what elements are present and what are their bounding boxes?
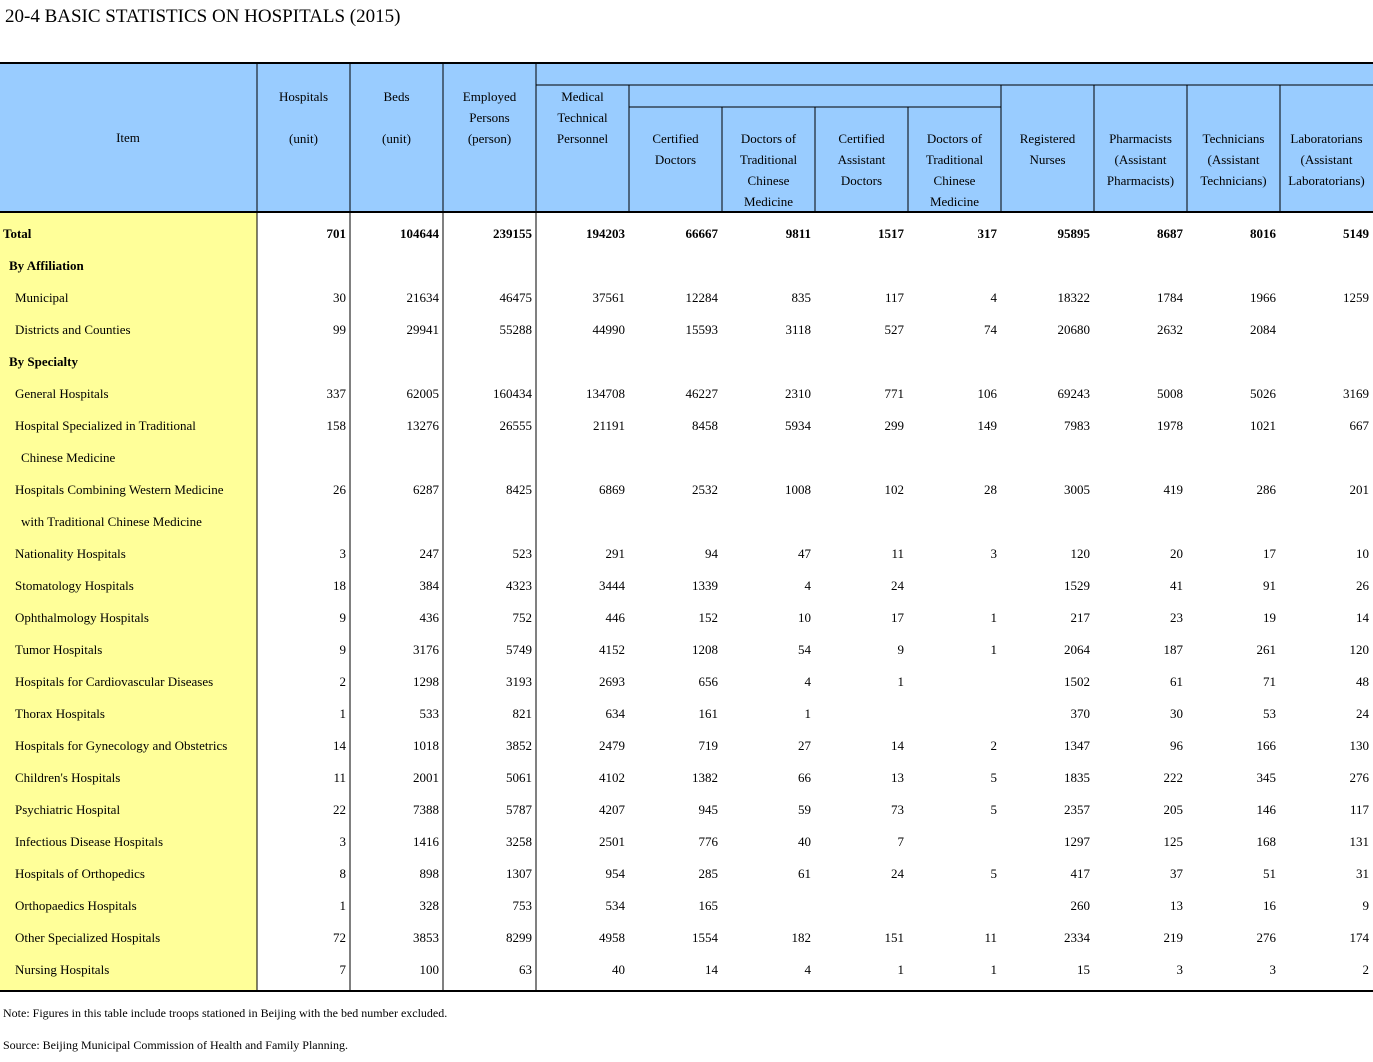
table-cell: 27 bbox=[798, 738, 811, 753]
table-cell: 2064 bbox=[1064, 642, 1090, 657]
column-header: Medical bbox=[561, 89, 604, 104]
table-cell: 1 bbox=[897, 962, 904, 977]
column-header: Doctors of bbox=[740, 131, 797, 146]
table-cell: 527 bbox=[884, 322, 904, 337]
table-cell: 130 bbox=[1349, 738, 1369, 753]
table-cell: 3169 bbox=[1343, 386, 1369, 401]
table-cell: 1966 bbox=[1250, 290, 1276, 305]
table-cell: 14 bbox=[891, 738, 904, 753]
table-cell: 61 bbox=[798, 866, 811, 881]
table-cell: 69243 bbox=[1057, 386, 1090, 401]
row-label: Hospital Specialized in Traditional bbox=[15, 418, 196, 433]
table-cell: 286 bbox=[1256, 482, 1276, 497]
table-cell: 1307 bbox=[506, 866, 532, 881]
row-label: Municipal bbox=[15, 290, 69, 305]
table-cell: 182 bbox=[791, 930, 811, 945]
table-cell: 15593 bbox=[685, 322, 718, 337]
table-cell: 19 bbox=[1263, 610, 1276, 625]
table-cell: 29941 bbox=[406, 322, 439, 337]
table-cell: 2001 bbox=[413, 770, 439, 785]
table-cell: 8458 bbox=[692, 418, 718, 433]
table-cell: 2479 bbox=[599, 738, 625, 753]
table-cell: 3193 bbox=[506, 674, 532, 689]
table-cell: 46475 bbox=[499, 290, 532, 305]
row-label: Thorax Hospitals bbox=[15, 706, 105, 721]
table-cell: 656 bbox=[698, 674, 718, 689]
table-cell: 1297 bbox=[1064, 834, 1090, 849]
row-label: Children's Hospitals bbox=[15, 770, 121, 785]
table-cell: 131 bbox=[1349, 834, 1369, 849]
item-header: Item bbox=[116, 130, 140, 145]
table-cell: 72 bbox=[333, 930, 346, 945]
column-header: Chinese bbox=[933, 173, 976, 188]
table-cell: 149 bbox=[977, 418, 997, 433]
row-label: Stomatology Hospitals bbox=[15, 578, 134, 593]
table-cell: 3 bbox=[1176, 962, 1183, 977]
column-header: Laboratorians bbox=[1290, 131, 1363, 146]
row-label: Districts and Counties bbox=[15, 322, 131, 337]
table-cell: 345 bbox=[1256, 770, 1276, 785]
row-label: By Affiliation bbox=[9, 258, 84, 273]
table-cell: 9 bbox=[339, 610, 346, 625]
table-cell: 3853 bbox=[413, 930, 439, 945]
table-cell: 2334 bbox=[1064, 930, 1090, 945]
table-cell: 4323 bbox=[506, 578, 532, 593]
table-cell: 102 bbox=[884, 482, 904, 497]
table-cell: 2501 bbox=[599, 834, 625, 849]
table-cell: 47 bbox=[798, 546, 811, 561]
column-header: Medicine bbox=[929, 194, 980, 209]
table-cell: 168 bbox=[1256, 834, 1276, 849]
table-cell: 9811 bbox=[785, 226, 811, 241]
table-cell: 26555 bbox=[499, 418, 532, 433]
table-cell: 161 bbox=[698, 706, 718, 721]
table-cell: 534 bbox=[605, 898, 625, 913]
table-cell: 7983 bbox=[1064, 418, 1090, 433]
table-cell: 30 bbox=[333, 290, 346, 305]
table-cell: 384 bbox=[419, 578, 439, 593]
table-cell: 3005 bbox=[1064, 482, 1090, 497]
table-cell: 11 bbox=[891, 546, 904, 561]
table-cell: 219 bbox=[1163, 930, 1183, 945]
table-cell: 9 bbox=[897, 642, 904, 657]
table-cell: 4 bbox=[804, 674, 811, 689]
column-header: Medicine bbox=[743, 194, 794, 209]
table-cell: 13 bbox=[1170, 898, 1183, 913]
table-cell: 752 bbox=[512, 610, 532, 625]
row-label: Infectious Disease Hospitals bbox=[15, 834, 164, 849]
row-label: Hospitals of Orthopedics bbox=[15, 866, 145, 881]
table-cell: 1259 bbox=[1343, 290, 1369, 305]
table-cell: 11 bbox=[333, 770, 346, 785]
table-cell: 1347 bbox=[1064, 738, 1090, 753]
table-cell: 5 bbox=[990, 770, 997, 785]
table-cell: 328 bbox=[419, 898, 439, 913]
table-cell: 419 bbox=[1163, 482, 1183, 497]
table-cell: 239155 bbox=[493, 226, 532, 241]
table-cell: 260 bbox=[1070, 898, 1090, 913]
table-cell: 40 bbox=[612, 962, 625, 977]
table-cell: 7 bbox=[339, 962, 346, 977]
row-label: Chinese Medicine bbox=[21, 450, 116, 465]
column-header: Employed bbox=[462, 89, 517, 104]
table-cell: 28 bbox=[984, 482, 997, 497]
table-cell: 120 bbox=[1349, 642, 1369, 657]
column-header: Doctors of bbox=[926, 131, 983, 146]
table-cell: 9 bbox=[1362, 898, 1369, 913]
table-cell: 701 bbox=[326, 226, 346, 241]
table-cell: 99 bbox=[333, 322, 346, 337]
table-note: Note: Figures in this table include troops stationed in Beijing with the bed number excluded. bbox=[3, 1006, 448, 1020]
row-label: Orthopaedics Hospitals bbox=[15, 898, 137, 913]
table-cell: 8687 bbox=[1157, 226, 1183, 241]
table-cell: 2 bbox=[990, 738, 997, 753]
column-header: Doctors bbox=[840, 173, 883, 188]
column-header: (Assistant bbox=[1207, 152, 1260, 167]
table-cell: 160434 bbox=[493, 386, 532, 401]
row-label: Hospitals for Gynecology and Obstetrics bbox=[15, 738, 228, 753]
table-cell: 13276 bbox=[406, 418, 439, 433]
table-cell: 417 bbox=[1070, 866, 1090, 881]
table-cell: 2357 bbox=[1064, 802, 1090, 817]
table-cell: 187 bbox=[1163, 642, 1183, 657]
table-cell: 20 bbox=[1170, 546, 1183, 561]
table-cell: 1502 bbox=[1064, 674, 1090, 689]
column-header: (person) bbox=[467, 131, 512, 146]
column-header: Doctors bbox=[654, 152, 697, 167]
row-label: General Hospitals bbox=[15, 386, 109, 401]
table-cell: 3 bbox=[339, 834, 346, 849]
table-cell: 523 bbox=[512, 546, 532, 561]
column-header: Pharmacists) bbox=[1106, 173, 1175, 188]
table-cell: 9 bbox=[339, 642, 346, 657]
table-cell: 62005 bbox=[406, 386, 439, 401]
table-cell: 1529 bbox=[1064, 578, 1090, 593]
table-cell: 8016 bbox=[1250, 226, 1276, 241]
table-cell: 166 bbox=[1256, 738, 1276, 753]
table-cell: 100 bbox=[419, 962, 439, 977]
table-cell: 20680 bbox=[1057, 322, 1090, 337]
table-cell: 5149 bbox=[1343, 226, 1369, 241]
table-cell: 7 bbox=[897, 834, 904, 849]
row-label: Tumor Hospitals bbox=[15, 642, 103, 657]
column-header: (Assistant bbox=[1114, 152, 1167, 167]
table-cell: 5934 bbox=[785, 418, 811, 433]
table-cell: 1208 bbox=[692, 642, 718, 657]
table-cell: 247 bbox=[419, 546, 439, 561]
table-cell: 24 bbox=[891, 578, 904, 593]
table-cell: 276 bbox=[1256, 930, 1276, 945]
table-cell: 1784 bbox=[1157, 290, 1183, 305]
table-cell: 94 bbox=[705, 546, 718, 561]
table-cell: 8299 bbox=[506, 930, 532, 945]
table-cell: 2 bbox=[339, 674, 346, 689]
table-cell: 1298 bbox=[413, 674, 439, 689]
table-cell: 2693 bbox=[599, 674, 625, 689]
table-cell: 66667 bbox=[685, 226, 718, 241]
table-cell: 91 bbox=[1263, 578, 1276, 593]
table-cell: 1018 bbox=[413, 738, 439, 753]
table-cell: 18322 bbox=[1057, 290, 1090, 305]
table-cell: 317 bbox=[977, 226, 997, 241]
table-cell: 217 bbox=[1070, 610, 1090, 625]
table-cell: 10 bbox=[798, 610, 811, 625]
table-cell: 261 bbox=[1256, 642, 1276, 657]
table-cell: 4 bbox=[990, 290, 997, 305]
table-cell: 23 bbox=[1170, 610, 1183, 625]
column-header: Registered bbox=[1019, 131, 1076, 146]
table-cell: 5749 bbox=[506, 642, 532, 657]
column-header: (unit) bbox=[382, 131, 411, 146]
table-cell: 3444 bbox=[599, 578, 625, 593]
table-cell: 5787 bbox=[506, 802, 532, 817]
column-header: Personnel bbox=[556, 131, 609, 146]
table-cell: 634 bbox=[605, 706, 625, 721]
table-cell: 37561 bbox=[592, 290, 625, 305]
column-header: Technicians bbox=[1202, 131, 1265, 146]
table-cell: 1 bbox=[804, 706, 811, 721]
table-cell: 18 bbox=[333, 578, 346, 593]
column-header: Technical bbox=[557, 110, 608, 125]
table-cell: 285 bbox=[698, 866, 718, 881]
table-cell: 2084 bbox=[1250, 322, 1276, 337]
table-cell: 71 bbox=[1263, 674, 1276, 689]
table-cell: 1008 bbox=[785, 482, 811, 497]
table-cell: 66 bbox=[798, 770, 811, 785]
table-source: Source: Beijing Municipal Commission of Health and Family Planning. bbox=[3, 1038, 348, 1052]
table-cell: 2 bbox=[1362, 962, 1369, 977]
table-cell: 776 bbox=[698, 834, 718, 849]
table-cell: 31 bbox=[1356, 866, 1369, 881]
table-cell: 16 bbox=[1263, 898, 1276, 913]
table-cell: 174 bbox=[1349, 930, 1369, 945]
row-label: Psychiatric Hospital bbox=[15, 802, 121, 817]
table-cell: 201 bbox=[1349, 482, 1369, 497]
table-cell: 106 bbox=[977, 386, 997, 401]
table-cell: 4102 bbox=[599, 770, 625, 785]
table-cell: 3 bbox=[990, 546, 997, 561]
table-cell: 8 bbox=[339, 866, 346, 881]
table-cell: 46227 bbox=[685, 386, 718, 401]
table-cell: 4 bbox=[804, 962, 811, 977]
table-cell: 120 bbox=[1070, 546, 1090, 561]
table-cell: 21191 bbox=[592, 418, 625, 433]
column-header: Laboratorians) bbox=[1288, 173, 1365, 188]
table-cell: 6287 bbox=[413, 482, 439, 497]
table-cell: 205 bbox=[1163, 802, 1183, 817]
table-cell: 53 bbox=[1263, 706, 1276, 721]
table-cell: 59 bbox=[798, 802, 811, 817]
column-header: Assistant bbox=[837, 152, 886, 167]
table-cell: 14 bbox=[705, 962, 718, 977]
table-cell: 1 bbox=[339, 898, 346, 913]
column-header: Hospitals bbox=[278, 89, 329, 104]
table-cell: 667 bbox=[1349, 418, 1369, 433]
table-cell: 54 bbox=[798, 642, 811, 657]
table-cell: 446 bbox=[605, 610, 625, 625]
table-cell: 6869 bbox=[599, 482, 625, 497]
row-label: By Specialty bbox=[9, 354, 78, 369]
table-cell: 165 bbox=[698, 898, 718, 913]
table-cell: 12284 bbox=[685, 290, 718, 305]
table-cell: 3176 bbox=[413, 642, 439, 657]
row-label: with Traditional Chinese Medicine bbox=[21, 514, 202, 529]
column-header: Traditional bbox=[925, 152, 984, 167]
table-cell: 151 bbox=[884, 930, 904, 945]
table-cell: 4958 bbox=[599, 930, 625, 945]
table-cell: 1835 bbox=[1064, 770, 1090, 785]
table-cell: 4207 bbox=[599, 802, 625, 817]
row-label: Hospitals for Cardiovascular Diseases bbox=[15, 674, 214, 689]
table-cell: 40 bbox=[798, 834, 811, 849]
table-cell: 4 bbox=[804, 578, 811, 593]
row-label: Nationality Hospitals bbox=[15, 546, 126, 561]
column-header: Nurses bbox=[1029, 152, 1066, 167]
column-header: Persons bbox=[469, 110, 510, 125]
table-cell: 24 bbox=[891, 866, 904, 881]
table-cell: 125 bbox=[1163, 834, 1183, 849]
row-label: Hospitals Combining Western Medicine bbox=[15, 482, 224, 497]
table-cell: 24 bbox=[1356, 706, 1369, 721]
table-cell: 753 bbox=[512, 898, 532, 913]
table-cell: 5008 bbox=[1157, 386, 1183, 401]
table-cell: 194203 bbox=[586, 226, 625, 241]
table-cell: 14 bbox=[1356, 610, 1369, 625]
table-cell: 8425 bbox=[506, 482, 532, 497]
row-label: Nursing Hospitals bbox=[15, 962, 110, 977]
table-cell: 134708 bbox=[586, 386, 625, 401]
table-cell: 1382 bbox=[692, 770, 718, 785]
table-cell: 104644 bbox=[400, 226, 439, 241]
table-cell: 26 bbox=[333, 482, 346, 497]
table-cell: 835 bbox=[791, 290, 811, 305]
table-cell: 1978 bbox=[1157, 418, 1183, 433]
table-cell: 1 bbox=[990, 610, 997, 625]
table-cell: 945 bbox=[698, 802, 718, 817]
table-cell: 73 bbox=[891, 802, 904, 817]
table-cell: 158 bbox=[326, 418, 346, 433]
table-cell: 2310 bbox=[785, 386, 811, 401]
table-cell: 3 bbox=[1269, 962, 1276, 977]
table-cell: 41 bbox=[1170, 578, 1183, 593]
table-cell: 37 bbox=[1170, 866, 1183, 881]
table-cell: 533 bbox=[419, 706, 439, 721]
table-cell: 276 bbox=[1349, 770, 1369, 785]
table-cell: 299 bbox=[884, 418, 904, 433]
table-cell: 7388 bbox=[413, 802, 439, 817]
column-header: (Assistant bbox=[1300, 152, 1353, 167]
column-header: (unit) bbox=[289, 131, 318, 146]
table-cell: 1 bbox=[990, 642, 997, 657]
table-cell: 1 bbox=[897, 674, 904, 689]
table-cell: 51 bbox=[1263, 866, 1276, 881]
table-cell: 117 bbox=[1349, 802, 1369, 817]
table-cell: 5026 bbox=[1250, 386, 1276, 401]
table-cell: 898 bbox=[419, 866, 439, 881]
table-cell: 1021 bbox=[1250, 418, 1276, 433]
row-label: Total bbox=[3, 226, 32, 241]
table-cell: 74 bbox=[984, 322, 997, 337]
table-cell: 14 bbox=[333, 738, 346, 753]
table-cell: 61 bbox=[1170, 674, 1183, 689]
column-header: Traditional bbox=[739, 152, 798, 167]
column-header: Certified bbox=[652, 131, 699, 146]
table-cell: 48 bbox=[1356, 674, 1369, 689]
table-cell: 771 bbox=[884, 386, 904, 401]
table-cell: 1517 bbox=[878, 226, 904, 241]
table-cell: 5 bbox=[990, 802, 997, 817]
column-header: Chinese bbox=[747, 173, 790, 188]
table-cell: 3118 bbox=[785, 322, 811, 337]
table-cell: 719 bbox=[698, 738, 718, 753]
table-cell: 1339 bbox=[692, 578, 718, 593]
table-cell: 821 bbox=[512, 706, 532, 721]
table-cell: 11 bbox=[984, 930, 997, 945]
table-cell: 337 bbox=[326, 386, 346, 401]
table-cell: 222 bbox=[1163, 770, 1183, 785]
table-cell: 1554 bbox=[692, 930, 718, 945]
table-cell: 4152 bbox=[599, 642, 625, 657]
table-cell: 15 bbox=[1077, 962, 1090, 977]
column-header: Technicians) bbox=[1200, 173, 1267, 188]
table-cell: 21634 bbox=[406, 290, 439, 305]
table-title: 20-4 BASIC STATISTICS ON HOSPITALS (2015) bbox=[5, 6, 401, 27]
table-cell: 370 bbox=[1070, 706, 1090, 721]
table-cell: 954 bbox=[605, 866, 625, 881]
table-cell: 95895 bbox=[1057, 226, 1090, 241]
table-cell: 22 bbox=[333, 802, 346, 817]
table-cell: 117 bbox=[884, 290, 904, 305]
table-cell: 2532 bbox=[692, 482, 718, 497]
table-cell: 1416 bbox=[413, 834, 439, 849]
table-cell: 44990 bbox=[592, 322, 625, 337]
table-cell: 30 bbox=[1170, 706, 1183, 721]
row-label: Ophthalmology Hospitals bbox=[15, 610, 149, 625]
table-cell: 3 bbox=[339, 546, 346, 561]
column-header: Certified bbox=[838, 131, 885, 146]
column-header: Pharmacists bbox=[1109, 131, 1172, 146]
table-cell: 10 bbox=[1356, 546, 1369, 561]
table-cell: 13 bbox=[891, 770, 904, 785]
table-cell: 63 bbox=[519, 962, 532, 977]
table-cell: 1 bbox=[990, 962, 997, 977]
table-cell: 2632 bbox=[1157, 322, 1183, 337]
table-cell: 5061 bbox=[506, 770, 532, 785]
table-cell: 3852 bbox=[506, 738, 532, 753]
column-header: Beds bbox=[383, 89, 410, 104]
table-cell: 3258 bbox=[506, 834, 532, 849]
table-cell: 55288 bbox=[499, 322, 532, 337]
table-cell: 17 bbox=[1263, 546, 1276, 561]
table-cell: 436 bbox=[419, 610, 439, 625]
table-cell: 17 bbox=[891, 610, 904, 625]
table-cell: 146 bbox=[1256, 802, 1276, 817]
table-cell: 152 bbox=[698, 610, 718, 625]
row-label: Other Specialized Hospitals bbox=[15, 930, 161, 945]
table-cell: 1 bbox=[339, 706, 346, 721]
table-cell: 26 bbox=[1356, 578, 1369, 593]
table-cell: 96 bbox=[1170, 738, 1183, 753]
table-cell: 5 bbox=[990, 866, 997, 881]
table-cell: 291 bbox=[605, 546, 625, 561]
